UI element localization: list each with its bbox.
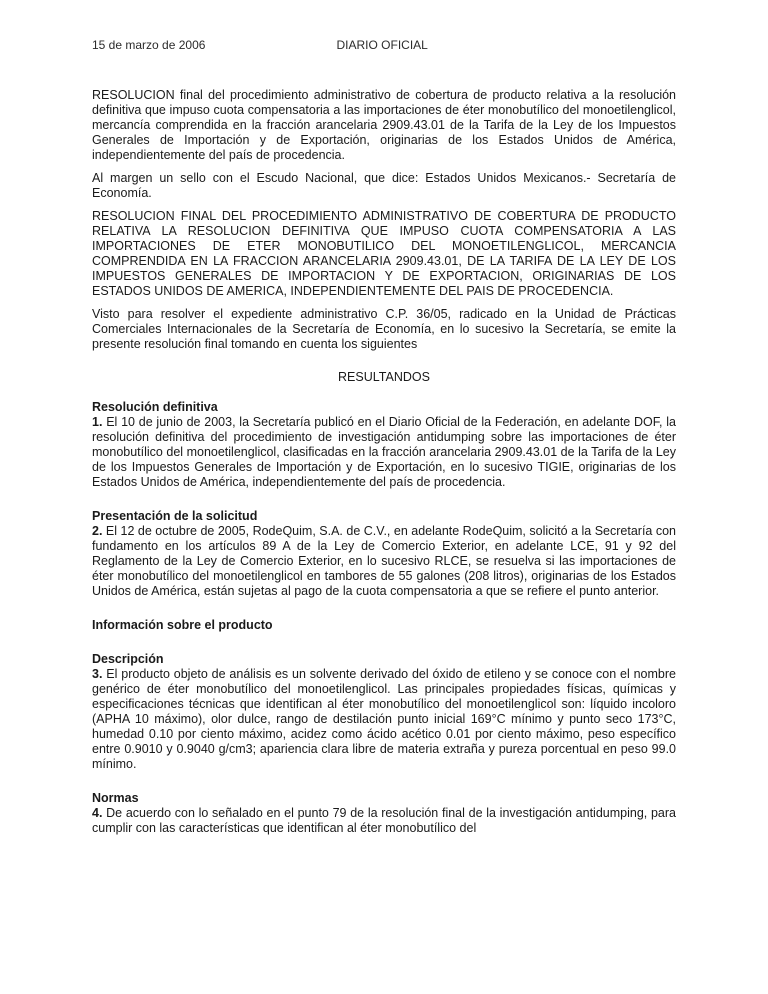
visto-paragraph: Visto para resolver el expediente administrativo C.P. 36/05, radicado en la Unidad de Prácticas Comerciales Internacionales de la Secretaría de Economía, en lo sucesivo la Secretaría, se emite la presente resolución final tomando en cuenta los siguientes xyxy=(92,307,676,351)
section-heading: Descripción xyxy=(92,652,164,666)
paragraph-text: El producto objeto de análisis es un solvente derivado del óxido de etileno y se conoce con el nombre genérico de éter monobutílico del monoetilenglicol. Las principales propiedades físicas, químicas y especificaciones técnicas que identifican al éter monobutílico del monoetilenglicol son: líquido incoloro (APHA 10 máximo), olor dulce, rango de destilación punto inicial 169°C mínimo y punto seco 173°C, humedad 0.10 por ciento máximo, acidez como ácido acético 0.01 por ciento máximo, peso específico entre 0.9010 y 0.9040 g/cm3; apariencia clara libre de materia extraña y pureza porcentual en peso 99.0 mínimo. xyxy=(92,667,676,771)
section-heading: Presentación de la solicitud xyxy=(92,509,258,523)
paragraph-number: 4. xyxy=(92,806,103,820)
resultandos-heading: RESULTANDOS xyxy=(338,370,430,384)
paragraph-number: 3. xyxy=(92,667,103,681)
paragraph-number: 1. xyxy=(92,415,103,429)
numbered-paragraph xyxy=(92,667,676,772)
running-header xyxy=(92,38,676,52)
numbered-paragraph xyxy=(92,415,676,490)
document-section xyxy=(92,791,676,836)
resolution-caps-paragraph: RESOLUCION FINAL DEL PROCEDIMIENTO ADMINISTRATIVO DE COBERTURA DE PRODUCTO RELATIVA LA RESOLUCION DEFINITIVA QUE IMPUSO CUOTA COMPENSATORIA A LAS IMPORTACIONES DE ETER MONOBUTILICO DEL MONOETILENGLICOL, MERCANCIA COMPRENDIDA EN LA FRACCION ARANCELARIA 2909.43.01, DE LA TARIFA DE LA LEY DE LOS IMPUESTOS GENERALES DE IMPORTACION Y DE EXPORTACION, ORIGINARIAS DE LOS ESTADOS UNIDOS DE AMERICA, INDEPENDIENTEMENTE DEL PAIS DE PROCEDENCIA. xyxy=(92,209,676,298)
document-body xyxy=(92,88,676,836)
numbered-paragraph xyxy=(92,524,676,599)
preamble-paragraph: Al margen un sello con el Escudo Nacional, que dice: Estados Unidos Mexicanos.- Secretaría de Economía. xyxy=(92,171,676,200)
section-heading: Normas xyxy=(92,791,139,805)
document-section xyxy=(92,400,676,490)
header-date: 15 de marzo de 2006 xyxy=(92,38,206,52)
section-heading: Información sobre el producto xyxy=(92,618,273,632)
document-title: RESOLUCION final del procedimiento administrativo de cobertura de producto relativa a la resolución definitiva que impuso cuota compensatoria a las importaciones de éter monobutílico del monoetilenglicol, mercancía comprendida en la fracción arancelaria 2909.43.01 de la Tarifa de la Ley de los Impuestos Generales de Importación y de Exportación, originarias de los Estados Unidos de América, independientemente del país de procedencia. xyxy=(92,88,676,162)
paragraph-text: De acuerdo con lo señalado en el punto 79 de la resolución final de la investigación antidumping, para cumplir con las características que identifican al éter monobutílico del xyxy=(92,806,676,835)
sections-container xyxy=(92,400,676,836)
document-section xyxy=(92,618,676,633)
document-section xyxy=(92,652,676,772)
section-heading: Resolución definitiva xyxy=(92,400,218,414)
paragraph-number: 2. xyxy=(92,524,103,538)
paragraph-text: El 12 de octubre de 2005, RodeQuim, S.A. de C.V., en adelante RodeQuim, solicitó a la Secretaría con fundamento en los artículos 89 A de la Ley de Comercio Exterior, en adelante LCE, 91 y 92 del Reglamento de la Ley de Comercio Exterior, en lo sucesivo RLCE, se resuelva si las importaciones de éter monobutílico del monoetilenglicol en tambores de 55 galones (208 litros), originarias de los Estados Unidos de América, están sujetas al pago de la cuota compensatoria a que se refiere el punto anterior. xyxy=(92,524,676,598)
numbered-paragraph xyxy=(92,806,676,836)
header-publication: DIARIO OFICIAL xyxy=(336,38,428,52)
document-section xyxy=(92,509,676,599)
paragraph-text: El 10 de junio de 2003, la Secretaría publicó en el Diario Oficial de la Federación, en adelante DOF, la resolución definitiva del procedimiento de investigación antidumping sobre las importaciones de éter monobutílico del monoetilenglicol, clasificadas en la fracción arancelaria 2909.43.01 de la Tarifa de la Ley de los Impuestos Generales de Importación y de Exportación, en lo sucesivo TIGIE, originarias de los Estados Unidos de América, independientemente del país de procedencia. xyxy=(92,415,676,489)
